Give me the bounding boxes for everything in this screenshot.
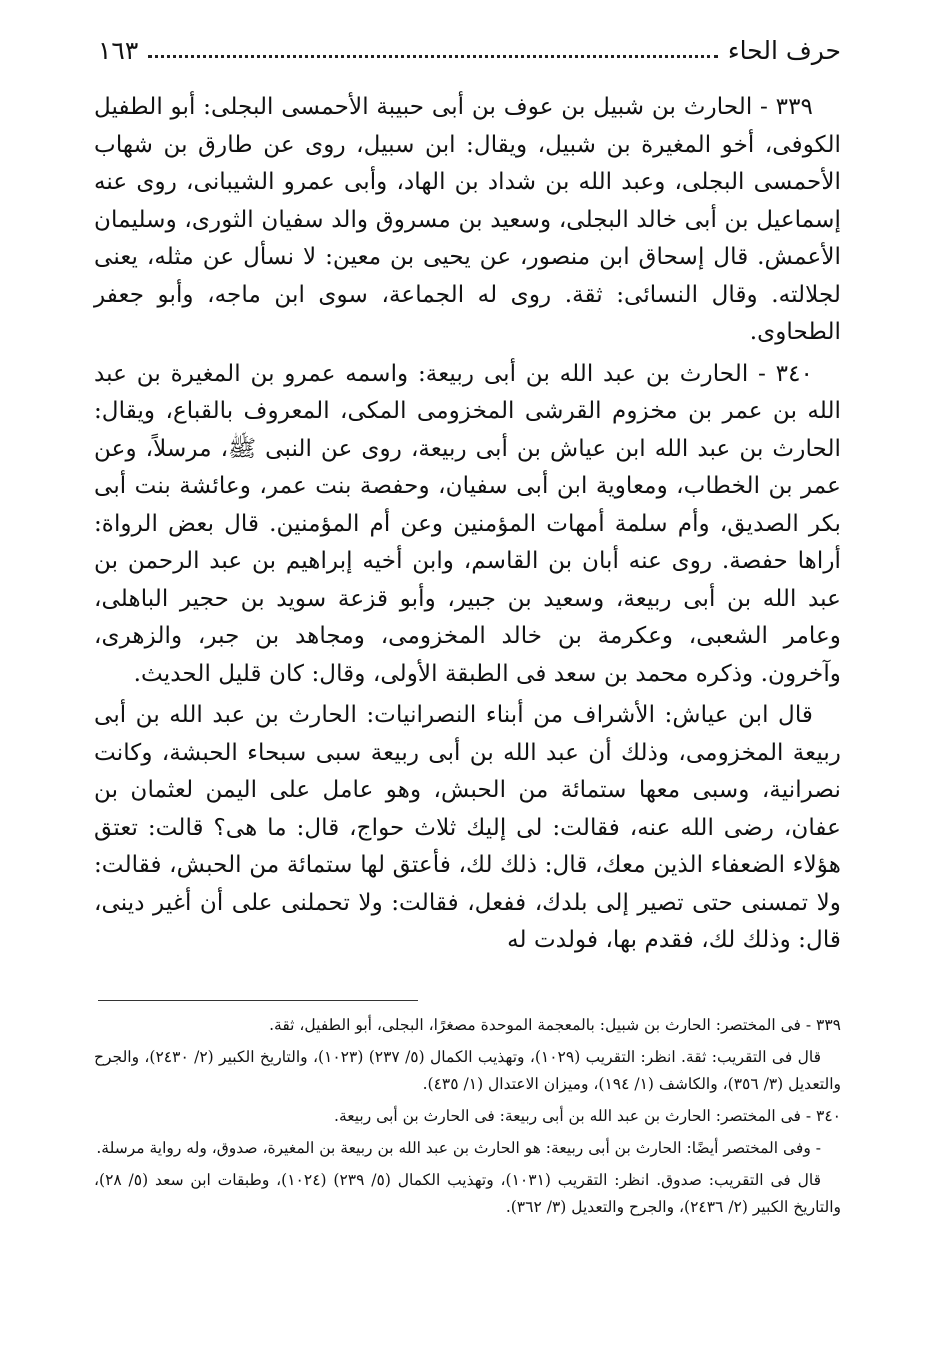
footnote-separator (98, 1000, 418, 1001)
page-number: ١٦٣ (98, 35, 139, 65)
footnotes (94, 1012, 841, 1226)
entry-340: ٣٤٠ - الحارث بن عبد الله بن أبى ربيعة: واسمه عمرو بن المغيرة بن عبد الله بن عمر بن مخزوم القرشى المخزومى المكى، المعروف بالقباع، ويقال: الحارث بن عبد الله ابن عياش بن أبى ربيعة، روى عن النبى ﷺ، مرسلاً، وعن عمر بن الخطاب، ومعاوية ابن أبى سفيان، وحفصة بنت عمر، وعائشة بنت أبى بكر الصديق، وأم سلمة أمهات المؤمنين وعن أم المؤمنين. قال بعض الرواة: أراها حفصة. روى عنه أبان بن القاسم، وابن أخيه إبراهيم بن عبد الرحمن بن عبد الله بن أبى ربيعة، وسعيد بن جبير، وأبو قزعة سويد بن حجير الباهلى، وعامر الشعبى، وعكرمة بن خالد المخزومى، ومجاهد بن جبر، والزهرى، وآخرون. وذكره محمد بن سعد فى الطبقة الأولى، وقال: كان قليل الحديث. (94, 359, 841, 687)
leader-dots (148, 55, 718, 58)
footnote-339-sources: قال فى التقريب: ثقة. انظر: التقريب (١٠٢٩)، وتهذيب الكمال (٥/ ٢٣٧) (١٠٢٣)، والتاريخ الكبير (٢/ ٢٤٣٠)، والجرح والتعديل (٣/ ٣٥٦)، والكاشف (١/ ١٩٤)، وميزان الاعتدال (١/ ٤٣٥). (94, 1048, 841, 1093)
footnote-340: ٣٤٠ - فى المختصر: الحارث بن عبد الله بن أبى ربيعة: فى الحارث بن أبى ربيعة. (334, 1107, 841, 1125)
footnote-339: ٣٣٩ - فى المختصر: الحارث بن شبيل: بالمعجمة الموحدة مصغرًا، البجلى، أبو الطفيل، ثقة. (269, 1016, 841, 1034)
entry-339: ٣٣٩ - الحارث بن شبيل بن عوف بن أبى حبيبة الأحمسى البجلى: أبو الطفيل الكوفى، أخو المغيرة بن شبيل، ويقال: ابن سبيل، روى عن طارق بن شهاب الأحمسى البجلى، وعبد الله بن شداد بن الهاد، وأبى عمرو الشيبانى، روى عنه إسماعيل بن أبى خالد البجلى، وسعيد بن مسروق والد سفيان الثورى، وسليمان الأعمش. قال إسحاق ابن منصور، عن يحيى بن معين: لا نسأل عن مثله، يعنى لجلالته. وقال النسائى: ثقة. روى له الجماعة، سوى ابن ماجه، وأبو جعفر الطحاوى. (94, 93, 841, 345)
entry-340-continued: قال ابن عياش: الأشراف من أبناء النصرانيات: الحارث بن عبد الله بن أبى ربيعة المخزومى، وذلك أن عبد الله بن أبى ربيعة سبى سبحاء الحبشة، وكانت نصرانية، وسبى معها ستمائة من الحبش، وهو عامل على اليمن لعثمان بن عفان، رضى الله عنه، فقالت: لى إليك ثلاث حواج، قال: ما هى؟ قالت: تعتق هؤلاء الضعفاء الذين معك، قال: ذلك لك، فأعتق لها ستمائة من الحبش، فقالت: ولا تمسنى حتى تصير إلى بلدك، ففعل، فقالت: ولا تحملنى على أن أغير دينى، قال: وذلك لك، فقدم بها، فولدت له (94, 701, 841, 953)
running-header (98, 30, 841, 70)
chapter-title: حرف الحاء (727, 35, 841, 65)
footnote-340-sources: قال فى التقريب: صدوق. انظر: التقريب (١٠٣١)، وتهذيب الكمال (٥/ ٢٣٩) (١٠٢٤)، وطبقات ابن سعد (٥/ ٢٨)، والتاريخ الكبير (٢/ ٢٤٣٦)، والجرح والتعديل (٣/ ٣٦٢). (94, 1171, 841, 1216)
main-text (94, 88, 841, 959)
footnote-340-note: - وفى المختصر أيضًا: الحارث بن أبى ربيعة: هو الحارث بن عبد الله بن ربيعة بن المغيرة، صدوق، وله رواية مرسلة. (96, 1139, 821, 1157)
